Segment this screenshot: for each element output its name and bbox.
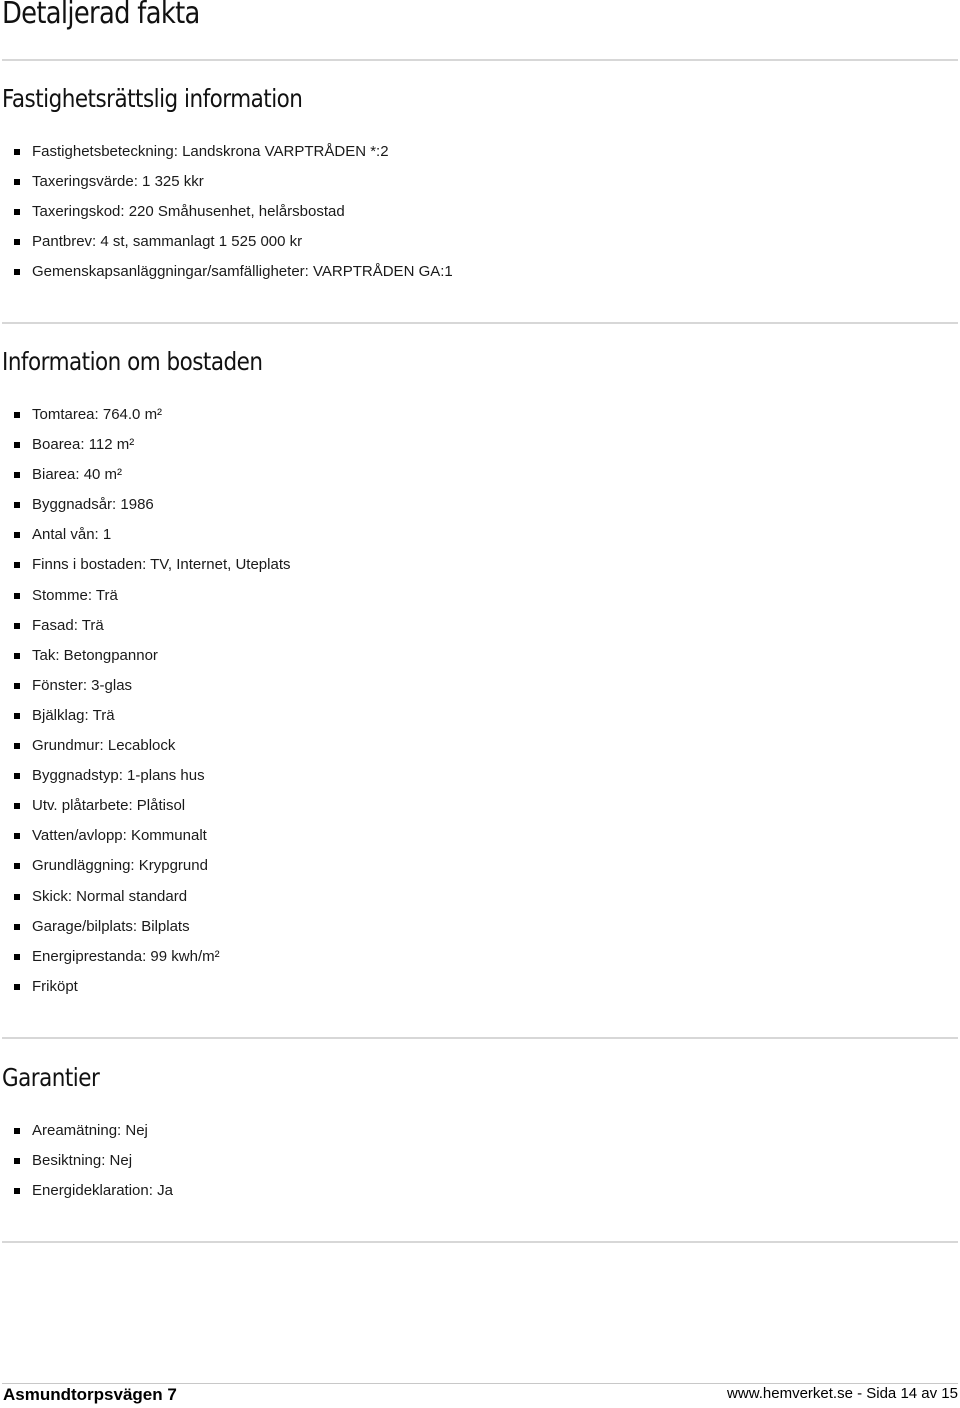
square-bullet-icon [14, 502, 20, 508]
fact-text: Pantbrev: 4 st, sammanlagt 1 525 000 kr [32, 233, 303, 251]
square-bullet-icon [14, 1188, 20, 1194]
divider [2, 322, 958, 324]
square-bullet-icon [14, 803, 20, 809]
square-bullet-icon [14, 984, 20, 990]
fact-text: Utv. plåtarbete: Plåtisol [32, 797, 186, 815]
square-bullet-icon [14, 743, 20, 749]
square-bullet-icon [14, 532, 20, 538]
fact-text: Besiktning: Nej [32, 1152, 133, 1170]
list-item [0, 406, 291, 436]
section-heading-bostaden: Information om bostaden [2, 347, 263, 376]
fact-text: Grundläggning: Krypgrund [32, 857, 208, 875]
fact-text: Tomtarea: 764.0 m² [32, 406, 163, 423]
list-item [0, 203, 453, 233]
fact-text: Taxeringskod: 220 Småhusenhet, helårsbostad [32, 203, 345, 221]
square-bullet-icon [14, 269, 20, 275]
square-bullet-icon [14, 593, 20, 599]
list-item [0, 978, 291, 1008]
fact-text: Grundmur: Lecablock [32, 737, 176, 755]
list-item [0, 173, 453, 203]
fact-text: Garage/bilplats: Bilplats [32, 917, 190, 935]
list-item [0, 1152, 173, 1182]
fact-text: Areamätning: Nej [32, 1122, 148, 1139]
list-item [0, 617, 291, 647]
square-bullet-icon [14, 894, 20, 900]
fact-text: Tak: Betongpannor [32, 646, 158, 664]
footer-divider [2, 1383, 958, 1384]
square-bullet-icon [14, 1158, 20, 1164]
square-bullet-icon [14, 179, 20, 185]
divider [2, 59, 958, 61]
divider [2, 1241, 958, 1243]
square-bullet-icon [14, 683, 20, 689]
list-item [0, 556, 291, 586]
list-item [0, 143, 453, 173]
square-bullet-icon [14, 863, 20, 869]
fact-text: Byggnadstyp: 1-plans hus [32, 767, 205, 785]
section-heading-garantier: Garantier [2, 1063, 100, 1092]
list-item [0, 1182, 173, 1212]
fact-text: Antal vån: 1 [32, 526, 112, 544]
square-bullet-icon [14, 149, 20, 155]
fact-text: Byggnadsår: 1986 [32, 496, 154, 514]
fact-text: Finns i bostaden: TV, Internet, Uteplats [32, 556, 291, 574]
list-item [0, 496, 291, 526]
list-item [0, 767, 291, 797]
square-bullet-icon [14, 954, 20, 960]
square-bullet-icon [14, 653, 20, 659]
fact-text: Taxeringsvärde: 1 325 kkr [32, 173, 204, 191]
list-item [0, 1122, 173, 1152]
square-bullet-icon [14, 239, 20, 245]
list-item [0, 737, 291, 767]
page-title: Detaljerad fakta [2, 0, 200, 31]
square-bullet-icon [14, 442, 20, 448]
list-item [0, 587, 291, 617]
list-item [0, 263, 453, 293]
list-item [0, 797, 291, 827]
square-bullet-icon [14, 773, 20, 779]
square-bullet-icon [14, 833, 20, 839]
footer-page-info: www.hemverket.se - Sida 14 av 15 [727, 1385, 958, 1402]
square-bullet-icon [14, 1128, 20, 1134]
square-bullet-icon [14, 209, 20, 215]
list-item [0, 707, 291, 737]
list-item [0, 948, 291, 978]
garantier-facts-list [0, 1122, 173, 1212]
fact-text: Vatten/avlopp: Kommunalt [32, 827, 207, 845]
list-item [0, 827, 291, 857]
list-item [0, 888, 291, 918]
fact-text: Fastighetsbeteckning: Landskrona VARPTRÅDEN *:2 [32, 143, 389, 160]
square-bullet-icon [14, 412, 20, 418]
square-bullet-icon [14, 562, 20, 568]
list-item [0, 466, 291, 496]
list-item [0, 918, 291, 948]
square-bullet-icon [14, 924, 20, 930]
list-item [0, 526, 291, 556]
fact-text: Biarea: 40 m² [32, 466, 123, 484]
fact-text: Skick: Normal standard [32, 887, 188, 905]
fact-text: Fasad: Trä [32, 616, 104, 634]
fact-text: Stomme: Trä [32, 586, 118, 604]
fact-text: Fönster: 3-glas [32, 676, 133, 694]
fact-text: Gemenskapsanläggningar/samfälligheter: VARPTRÅDEN GA:1 [32, 263, 453, 281]
list-item [0, 436, 291, 466]
list-item [0, 647, 291, 677]
list-item [0, 233, 453, 263]
list-item [0, 677, 291, 707]
divider [2, 1037, 958, 1039]
bostad-facts-list [0, 406, 291, 1008]
fact-text: Energiprestanda: 99 kwh/m² [32, 947, 220, 965]
fact-text: Energideklaration: Ja [32, 1182, 173, 1200]
square-bullet-icon [14, 713, 20, 719]
square-bullet-icon [14, 623, 20, 629]
square-bullet-icon [14, 472, 20, 478]
fastighet-facts-list [0, 143, 453, 293]
fact-text: Bjälklag: Trä [32, 706, 115, 724]
list-item [0, 857, 291, 887]
fact-text: Friköpt [32, 977, 78, 995]
section-heading-fastighetsrattslig: Fastighetsrättslig information [2, 84, 303, 113]
fact-text: Boarea: 112 m² [32, 436, 135, 454]
footer-address: Asmundtorpsvägen 7 [3, 1385, 177, 1404]
